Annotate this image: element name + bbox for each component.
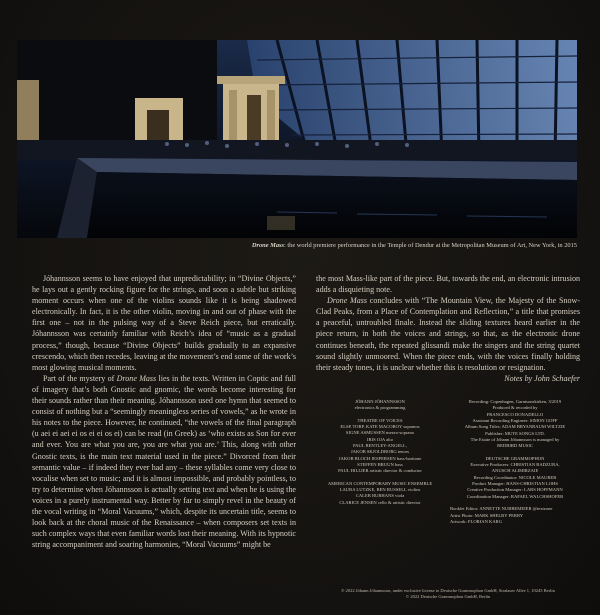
credit-line: STEFFEN BRUUN bass	[357, 462, 403, 468]
credit-line: Artwork: FLORIAN KARG	[450, 518, 503, 524]
notes-signature: Notes by John Schaefer	[504, 373, 580, 383]
credit-block-theatre-of-voices	[316, 418, 444, 475]
credit-line: THEATRE OF VOICES	[357, 417, 403, 423]
credit-line: DEUTSCHE GRAMMOPHON	[485, 455, 545, 461]
credit-block-recording	[450, 399, 580, 450]
left-paragraph-2-rest: lies in the texts. Written in Coptic and full of imagery that’s both Gnostic and gnomic, the words become interesting for their sounds rather than their meaning. Jóhannsson used one hymn that seemed to consist of nothing but a “seemingly meaningless series of vowels,” as he wrote in his notes to the piece. However, he continued, “the vowels of the final paragraph (u aei ei aei ei os ei ei os ei) can be read (in Greek) as ‘who exists as Son for ever and ever. You are what you are, you are what you are.’ This, along with other Gnostic texts, is the main text material used in the piece.” Divorced from their semantic value – if indeed they ever had any – these syllables come very close to vocalise when set to music; and it is almost impossible, and probably pointless, to try to determine when Jóhannsson is actually setting text and when he is using the voices in a purely instrumental way. Better by far to simply revel in the beauty of the vocal writing in “Moral Vacuums,” which, despite its uncertain title, seems to look back at the choral music of the Renaissance – when composers set texts in such complex ways that even familiar words lost their meaning. With its hypnotic string accompaniment and soaring harmonies, “Moral Vacuums” might be	[32, 373, 297, 550]
credit-line: Recording: Copenhagen, Garnisonskirken, 3/2019	[468, 399, 562, 404]
left-paragraph-2-start: Part of the mystery of	[43, 373, 117, 383]
credit-line: Executive Producers: CHRISTIAN BADZURA,	[470, 462, 560, 468]
credit-line: JAKOB BLOCH JESPERSEN bass-baritone	[338, 455, 422, 461]
credit-line: Product Manager: HANS-CHRISTIAN LOHS	[472, 481, 558, 487]
credit-block-acme	[316, 481, 444, 506]
credit-line: CALEB BURHANS viola	[355, 493, 405, 499]
credit-block-booklet	[450, 506, 580, 525]
right-paragraph-2	[316, 295, 580, 373]
right-text-column	[316, 273, 580, 384]
credit-line: SIGNE ASMUSSEN mezzo-soprano	[345, 430, 415, 436]
credit-line: ELSE TORP, KATE MACOBOY sopranos	[340, 424, 420, 430]
production-credits	[450, 399, 580, 531]
caption-text: : the world premiere performance in the Temple of Dendur at the Metropolitan Museum of Art, New York, in 2015	[284, 242, 577, 249]
credit-line: PAUL HILLIER artistic director & conductor	[338, 468, 422, 474]
credit-line: electronics & programming	[354, 405, 406, 411]
credit-line: JÓHANN JÓHANNSSON	[355, 399, 405, 404]
right-paragraph-1: the most Mass-like part of the piece. But, towards the end, an electronic intrusion adds a disquieting note.	[316, 274, 580, 295]
left-text-column	[32, 273, 296, 550]
credit-line: Publisher: MUTE SONGS LTD.	[485, 430, 545, 436]
credit-line: Coordination Manager: RAFAEL WALCHSHOFER	[466, 493, 564, 499]
right-paragraph-2-rest: concludes with “The Mountain View, the Majesty of the Snow-Clad Peaks, from a Place of Contemplation and Reflection,” a title that promises a peaceful, untroubled finale. Instead the sliding textures heard earlier in the piece return, in both the voices and strings, so that, as the electronic drone continues beneath, the repeated glissandi make the singers and the string quartet sound slightly unmoored. When the piece ends, with the voices finally holding their steady tones, it is unclear whether this is resolution or resignation.	[316, 296, 580, 372]
credit-block-electronics	[316, 399, 444, 412]
credit-line: AMERICAN CONTEMPORARY MUSIC ENSEMBLE	[327, 480, 433, 486]
photo-caption	[17, 242, 577, 250]
credit-line: Produced & recorded by	[492, 405, 538, 411]
copyright-footer	[316, 588, 580, 600]
left-paragraph-2	[32, 373, 296, 551]
credit-line: JAKOB SKJOLDBORG tenors	[350, 449, 410, 455]
caption-title: Drone Mass	[251, 242, 285, 249]
credit-line: REDBIRD MUSIC	[497, 443, 533, 449]
left-paragraph-1: Jóhannsson seems to have enjoyed that unpredictability; in “Divine Objects,” he lays out a gently rocking figure for the strings, and soon a subtle but striking moment occurs when one of the violins sounds like it is being shadowed electronically. In fact, it is the other violin, moving in and out of phase with the first one – not in the pulsing way of a Steve Reich piece, but erratically. Jóhannsson was certainly familiar with Reich’s idea of “music as a gradual process,” though, because “Divine Objects” builds gradually to an expansive crescendo, which then recedes, leaving at the movement’s end some of the work’s most glowing musical moments.	[32, 274, 296, 372]
credit-line: Creative Production Manager: LARS HOFFMANN	[467, 487, 563, 493]
copyright-line: © 2022 Deutsche Grammophon GmbH, Berlin	[405, 594, 491, 600]
credit-line: Recording Coordinator: NICOLE MAURER	[473, 474, 557, 480]
right-paragraph-2-title: Drone Mass	[327, 296, 368, 306]
concert-photo	[17, 40, 577, 238]
credit-line: ANUSCH ALIMIRZAIE	[491, 468, 539, 474]
credit-line: LAURA LUTZKE, BEN RUSSELL violins	[339, 487, 421, 493]
credits	[316, 399, 580, 579]
performer-credits	[316, 399, 444, 512]
credit-line: Assistant Recording Engineer: SIMON GOFF	[472, 418, 558, 424]
credit-line: The Estate of Jóhann Jóhannsson is managed by	[470, 437, 560, 443]
left-paragraph-2-title: Drone Mass	[116, 373, 157, 383]
credit-line: Artist Photo: MARK SHELBY PERRY	[450, 512, 524, 518]
credit-line: PAUL BENTLEY-ANGELL,	[352, 443, 407, 449]
credit-line: Album Song Titles: ADAM BRYANBAUM WILTZIE	[464, 424, 566, 430]
copyright-line: ℗ 2022 Jóhann Jóhannsson, under exclusive license to Deutsche Grammophon GmbH, Stralauer Allee 1, 10245 Berlin	[341, 588, 555, 593]
credit-line: CLARICE JENSEN cello & artistic director	[339, 499, 421, 505]
temple-of-dendur-photo	[17, 40, 577, 238]
credit-line: FRANCESCO DONADELLO	[486, 411, 544, 417]
credit-line: IRIS OJA alto	[366, 436, 394, 442]
credit-line: Booklet Editor: ANNETTE NUBBEMEIER @textzone	[450, 506, 553, 512]
credit-block-dg	[450, 456, 580, 500]
